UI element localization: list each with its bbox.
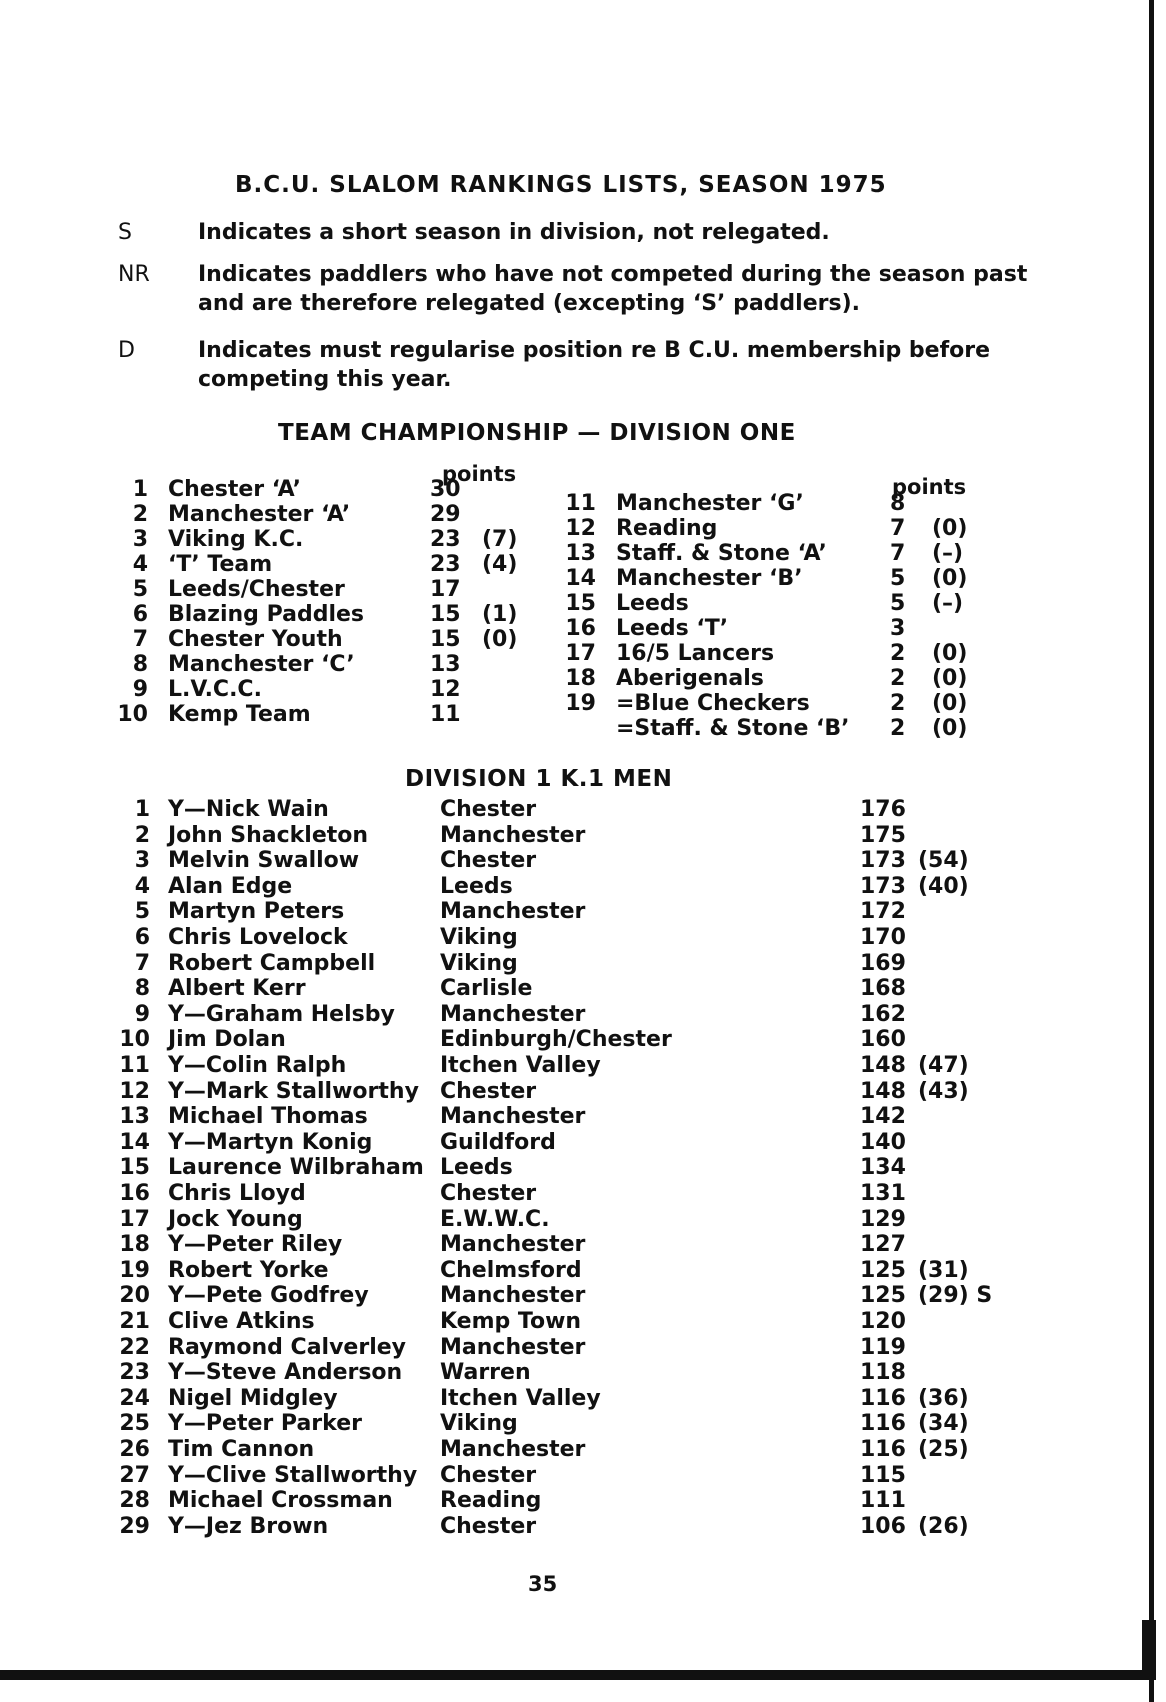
team-rank: 5: [132, 577, 148, 602]
team-rank: 4: [132, 552, 148, 577]
rank-number: 6: [134, 925, 150, 950]
ranking-points: 119: [860, 1334, 906, 1360]
club-name: Manchester: [440, 1001, 586, 1027]
paddler-name: Martyn Peters: [168, 899, 345, 925]
team-name: Manchester ‘C’: [168, 652, 355, 677]
rank-number: 28: [119, 1488, 150, 1514]
team-row: [112, 603, 542, 627]
rank-number: 23: [119, 1360, 150, 1386]
team-rank: 11: [565, 491, 596, 516]
team-points-tiebreak: (0): [932, 691, 968, 716]
team-name: Manchester ‘A’: [168, 502, 351, 527]
rank-number: 9: [134, 1001, 150, 1027]
team-points-tiebreak: (0): [932, 516, 968, 541]
table-row: [110, 1079, 1010, 1104]
rank-number: 2: [134, 822, 150, 848]
ranking-points: 120: [860, 1309, 906, 1334]
team-points: 2: [890, 641, 906, 666]
team-row: [112, 553, 542, 577]
club-name: Manchester: [440, 1104, 586, 1130]
club-name: Kemp Town: [440, 1309, 582, 1334]
team-points-tiebreak: (–): [932, 591, 964, 616]
legend-key: S: [118, 220, 132, 245]
ranking-points: 116: [860, 1437, 906, 1462]
team-points-tiebreak: (4): [482, 552, 518, 577]
paddler-name: Y—Peter Parker: [168, 1411, 362, 1437]
tiebreak-points: (43): [918, 1078, 969, 1104]
team-name: ‘T’ Team: [168, 552, 273, 577]
table-row: [110, 1207, 1010, 1232]
ranking-points: 111: [860, 1488, 906, 1514]
team-row: [112, 578, 542, 602]
ranking-points: 162: [860, 1001, 906, 1027]
team-points: 17: [430, 577, 461, 602]
paddler-name: Michael Thomas: [168, 1104, 368, 1130]
club-name: Manchester: [440, 899, 586, 925]
team-points: 15: [430, 627, 461, 652]
rank-number: 26: [119, 1437, 150, 1462]
ranking-points: 116: [860, 1411, 906, 1437]
rank-number: 29: [119, 1513, 150, 1539]
table-row: [110, 951, 1010, 976]
team-points: 2: [890, 666, 906, 691]
rank-number: 5: [134, 899, 150, 925]
paddler-name: Robert Yorke: [168, 1257, 329, 1283]
rank-number: 12: [119, 1078, 150, 1104]
page-number: 35: [528, 1572, 558, 1596]
table-row: [110, 1130, 1010, 1155]
paddler-name: Y—Jez Brown: [168, 1513, 329, 1539]
tiebreak-points: (54): [918, 848, 969, 874]
club-name: Manchester: [440, 1283, 586, 1309]
club-name: Chelmsford: [440, 1257, 582, 1283]
points-header-left: points: [442, 462, 517, 486]
rank-number: 1: [134, 797, 150, 822]
team-name: Leeds ‘T’: [616, 616, 729, 641]
club-name: Viking: [440, 925, 518, 950]
club-name: Chester: [440, 1181, 537, 1206]
club-name: Itchen Valley: [440, 1385, 601, 1411]
tiebreak-points: (26): [918, 1513, 969, 1539]
paddler-name: Y—Martyn Konig: [168, 1129, 373, 1155]
table-row: [110, 1283, 1010, 1308]
team-row: [112, 503, 542, 527]
team-rank: 1: [132, 477, 148, 502]
tiebreak-points: (40): [918, 873, 969, 899]
club-name: Manchester: [440, 1232, 586, 1258]
club-name: Viking: [440, 950, 518, 976]
team-name: 16/5 Lancers: [616, 641, 775, 666]
rank-number: 17: [119, 1206, 150, 1232]
team-name: =Staff. & Stone ‘B’: [616, 716, 850, 741]
ranking-points: 140: [860, 1129, 906, 1155]
rank-number: 27: [119, 1462, 150, 1488]
ranking-points: 176: [860, 797, 906, 822]
club-name: E.W.W.C.: [440, 1206, 550, 1232]
rank-number: 15: [119, 1155, 150, 1181]
ranking-points: 118: [860, 1360, 906, 1386]
team-row: [112, 653, 542, 677]
paddler-name: Alan Edge: [168, 873, 293, 899]
team-row: [560, 517, 992, 541]
table-row: [110, 1437, 1010, 1462]
table-row: [110, 848, 1010, 873]
team-points-tiebreak: (0): [932, 716, 968, 741]
table-row: [110, 1360, 1010, 1385]
table-row: [110, 823, 1010, 848]
rank-number: 8: [134, 976, 150, 1002]
team-points: 2: [890, 716, 906, 741]
team-points-tiebreak: (0): [932, 566, 968, 591]
team-row: [560, 542, 992, 566]
ranking-points: 127: [860, 1232, 906, 1258]
paddler-name: Y—Graham Helsby: [168, 1001, 395, 1027]
team-name: Viking K.C.: [168, 527, 304, 552]
team-row: [560, 567, 992, 591]
ranking-points: 173: [860, 873, 906, 899]
ranking-points: 134: [860, 1155, 906, 1181]
paddler-name: Clive Atkins: [168, 1309, 315, 1334]
team-row: [560, 692, 992, 716]
tiebreak-points: (47): [918, 1053, 969, 1078]
table-row: [110, 1053, 1010, 1078]
table-row: [110, 1488, 1010, 1513]
ranking-points: 170: [860, 925, 906, 950]
team-row: [112, 703, 542, 727]
page-edge-shadow: [1149, 0, 1154, 1702]
club-name: Chester: [440, 848, 537, 874]
ranking-points: 131: [860, 1181, 906, 1206]
ranking-points: 168: [860, 976, 906, 1002]
paddler-name: Y—Colin Ralph: [168, 1053, 347, 1078]
table-row: [110, 1335, 1010, 1360]
team-rank: 14: [565, 566, 596, 591]
team-rank: 9: [132, 677, 148, 702]
team-points: 7: [890, 541, 906, 566]
team-row: [112, 628, 542, 652]
tiebreak-points: (25): [918, 1437, 969, 1462]
team-points: 13: [430, 652, 461, 677]
table-row: [110, 976, 1010, 1001]
club-name: Guildford: [440, 1129, 556, 1155]
paddler-name: Y—Clive Stallworthy: [168, 1462, 418, 1488]
rank-number: 21: [119, 1309, 150, 1334]
ranking-points: 115: [860, 1462, 906, 1488]
paddler-name: Michael Crossman: [168, 1488, 393, 1514]
team-points: 5: [890, 566, 906, 591]
rank-number: 18: [119, 1232, 150, 1258]
rank-number: 4: [134, 873, 150, 899]
rank-number: 7: [134, 950, 150, 976]
rank-number: 14: [119, 1129, 150, 1155]
ranking-points: 142: [860, 1104, 906, 1130]
team-name: Leeds/Chester: [168, 577, 345, 602]
team-rank: 13: [565, 541, 596, 566]
team-points: 30: [430, 477, 461, 502]
tiebreak-points: (34): [918, 1411, 969, 1437]
tiebreak-points: (36): [918, 1385, 969, 1411]
team-name: Manchester ‘B’: [616, 566, 803, 591]
division-heading: DIVISION 1 K.1 MEN: [405, 766, 673, 792]
team-row: [560, 717, 992, 741]
team-points-tiebreak: (7): [482, 527, 518, 552]
team-name: Kemp Team: [168, 702, 311, 727]
team-points: 29: [430, 502, 461, 527]
table-row: [110, 874, 1010, 899]
ranking-points: 169: [860, 950, 906, 976]
table-row: [110, 925, 1010, 950]
table-row: [110, 1258, 1010, 1283]
ranking-points: 148: [860, 1053, 906, 1078]
team-name: L.V.C.C.: [168, 677, 262, 702]
team-rank: 2: [132, 502, 148, 527]
team-rank: 12: [565, 516, 596, 541]
rank-number: 24: [119, 1385, 150, 1411]
paddler-name: Tim Cannon: [168, 1437, 315, 1462]
table-row: [110, 1027, 1010, 1052]
ranking-points: 129: [860, 1206, 906, 1232]
paddler-name: Robert Campbell: [168, 950, 376, 976]
club-name: Manchester: [440, 822, 586, 848]
team-name: Chester Youth: [168, 627, 343, 652]
team-row: [560, 617, 992, 641]
paddler-name: Jock Young: [168, 1206, 303, 1232]
team-row: [560, 592, 992, 616]
table-row: [110, 1463, 1010, 1488]
paddler-name: Chris Lloyd: [168, 1181, 306, 1206]
table-row: [110, 1104, 1010, 1129]
club-name: Manchester: [440, 1334, 586, 1360]
paddler-name: John Shackleton: [168, 822, 369, 848]
team-points: 2: [890, 691, 906, 716]
rank-number: 19: [119, 1257, 150, 1283]
team-name: =Blue Checkers: [616, 691, 810, 716]
team-rank: 10: [117, 702, 148, 727]
paddler-name: Melvin Swallow: [168, 848, 360, 874]
club-name: Chester: [440, 797, 537, 822]
tiebreak-points: (31): [918, 1257, 969, 1283]
table-row: [110, 1309, 1010, 1334]
team-points: 15: [430, 602, 461, 627]
team-points: 23: [430, 552, 461, 577]
rank-number: 16: [119, 1181, 150, 1206]
table-row: [110, 797, 1010, 822]
ranking-points: 173: [860, 848, 906, 874]
team-rank: 7: [132, 627, 148, 652]
paddler-name: Laurence Wilbraham: [168, 1155, 424, 1181]
legend-text: Indicates must regularise position re B C.U. membership before competing this year.: [198, 338, 991, 392]
table-row: [110, 1232, 1010, 1257]
team-points-tiebreak: (–): [932, 541, 964, 566]
team-points-tiebreak: (0): [932, 666, 968, 691]
club-name: Reading: [440, 1488, 542, 1514]
team-points: 3: [890, 616, 906, 641]
team-rank: 6: [132, 602, 148, 627]
rank-number: 25: [119, 1411, 150, 1437]
rank-number: 3: [134, 848, 150, 874]
paddler-name: Raymond Calverley: [168, 1334, 407, 1360]
team-rank: 18: [565, 666, 596, 691]
legend-text: Indicates paddlers who have not competed during the season past and are therefore relegated (excepting ‘S’ paddlers).: [198, 262, 1028, 316]
team-name: Leeds: [616, 591, 689, 616]
rank-number: 11: [119, 1053, 150, 1078]
team-points: 7: [890, 516, 906, 541]
team-name: Blazing Paddles: [168, 602, 365, 627]
team-rank: 17: [565, 641, 596, 666]
team-points-tiebreak: (0): [482, 627, 518, 652]
team-row: [560, 642, 992, 666]
paddler-name: Nigel Midgley: [168, 1385, 338, 1411]
team-name: Reading: [616, 516, 718, 541]
club-name: Viking: [440, 1411, 518, 1437]
paddler-name: Y—Nick Wain: [168, 797, 329, 822]
team-row: [560, 667, 992, 691]
team-name: Manchester ‘G’: [616, 491, 804, 516]
rank-number: 22: [119, 1334, 150, 1360]
club-name: Itchen Valley: [440, 1053, 601, 1078]
paddler-name: Y—Mark Stallworthy: [168, 1078, 419, 1104]
table-row: [110, 1181, 1010, 1206]
ranking-points: 172: [860, 899, 906, 925]
page-bottom-shadow: [0, 1670, 1150, 1680]
team-name: Aberigenals: [616, 666, 764, 691]
points-header-right: points: [892, 475, 967, 499]
club-name: Edinburgh/Chester: [440, 1027, 672, 1053]
paddler-name: Y—Peter Riley: [168, 1232, 343, 1258]
legend-text: Indicates a short season in division, not relegated.: [198, 220, 830, 245]
rank-number: 13: [119, 1104, 150, 1130]
team-name: Staff. & Stone ‘A’: [616, 541, 827, 566]
club-name: Chester: [440, 1078, 537, 1104]
team-row: [112, 478, 542, 502]
paddler-name: Y—Steve Anderson: [168, 1360, 403, 1386]
paddler-name: Jim Dolan: [168, 1027, 286, 1053]
club-name: Chester: [440, 1513, 537, 1539]
rank-number: 10: [119, 1027, 150, 1053]
legend-key: D: [118, 338, 135, 363]
team-points-tiebreak: (1): [482, 602, 518, 627]
paddler-name: Y—Pete Godfrey: [168, 1283, 369, 1309]
club-name: Leeds: [440, 1155, 513, 1181]
club-name: Chester: [440, 1462, 537, 1488]
club-name: Manchester: [440, 1437, 586, 1462]
rank-number: 20: [119, 1283, 150, 1309]
team-row: [112, 678, 542, 702]
table-row: [110, 899, 1010, 924]
team-rank: 19: [565, 691, 596, 716]
tiebreak-points: (29) S: [918, 1283, 993, 1309]
table-row: [110, 1002, 1010, 1027]
page-title: B.C.U. SLALOM RANKINGS LISTS, SEASON 1975: [235, 172, 887, 198]
team-points: 8: [890, 491, 906, 516]
team-rank: 16: [565, 616, 596, 641]
team-championship-heading: TEAM CHAMPIONSHIP — DIVISION ONE: [278, 420, 796, 446]
table-row: [110, 1155, 1010, 1180]
team-rank: 8: [132, 652, 148, 677]
team-points: 5: [890, 591, 906, 616]
table-row: [110, 1514, 1010, 1539]
team-name: Chester ‘A’: [168, 477, 301, 502]
club-name: Leeds: [440, 873, 513, 899]
team-row: [560, 492, 992, 516]
team-points-tiebreak: (0): [932, 641, 968, 666]
ranking-points: 175: [860, 822, 906, 848]
ranking-points: 116: [860, 1385, 906, 1411]
ranking-points: 160: [860, 1027, 906, 1053]
club-name: Carlisle: [440, 976, 533, 1002]
club-name: Warren: [440, 1360, 531, 1386]
team-points: 11: [430, 702, 461, 727]
paddler-name: Albert Kerr: [168, 976, 306, 1002]
team-points: 23: [430, 527, 461, 552]
team-points: 12: [430, 677, 461, 702]
page-corner-shadow: [1142, 1620, 1156, 1680]
paddler-name: Chris Lovelock: [168, 925, 348, 950]
team-row: [112, 528, 542, 552]
legend-key: NR: [118, 262, 150, 287]
ranking-points: 125: [860, 1283, 906, 1309]
team-rank: 3: [132, 527, 148, 552]
ranking-points: 125: [860, 1257, 906, 1283]
table-row: [110, 1386, 1010, 1411]
ranking-points: 106: [860, 1513, 906, 1539]
team-rank: 15: [565, 591, 596, 616]
table-row: [110, 1411, 1010, 1436]
ranking-points: 148: [860, 1078, 906, 1104]
